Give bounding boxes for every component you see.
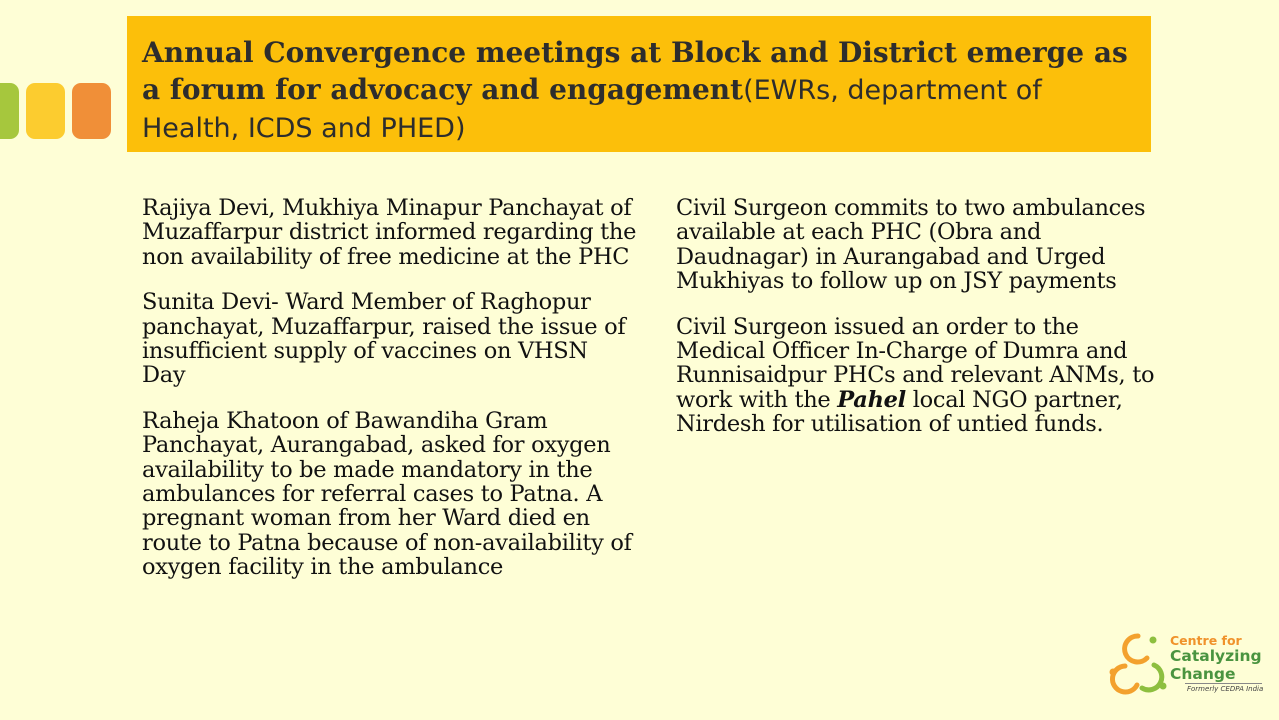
logo-line-1: Centre for: [1170, 633, 1242, 648]
pahel-emphasis: Pahel: [837, 386, 906, 413]
right-paragraph-2: [676, 315, 1156, 437]
ccc-logo: [1107, 630, 1267, 700]
right-column: [676, 196, 1156, 458]
slide-title-rest: (EWRs, department of Health, ICDS and PHED): [142, 75, 1042, 144]
slide-title: [142, 34, 1135, 147]
left-paragraph-2: Sunita Devi- Ward Member of Raghopur panchayat, Muzaffarpur, raised the issue of insufficient supply of vaccines on VHSN Day: [142, 289, 626, 389]
left-column: [142, 196, 637, 601]
logo-line-3: Change: [1170, 665, 1236, 683]
logo-divider: [1185, 683, 1262, 684]
accent-block-yellow: [26, 83, 65, 139]
ccc-logo-mark-icon: [1107, 630, 1169, 700]
right-paragraph-2-start: Civil Surgeon issued an order to the Medical Officer In-Charge of Dumra and Runnisaidpur PHCs and relevant ANMs, to work with the: [676, 313, 1155, 413]
accent-block-orange: [72, 83, 111, 139]
logo-tagline: Formerly CEDPA India: [1187, 685, 1264, 693]
right-paragraph-2-end: local NGO partner, Nirdesh for utilisation of untied funds.: [676, 386, 1123, 438]
right-paragraph-1: Civil Surgeon commits to two ambulances available at each PHC (Obra and Daudnagar) in Aurangabad and Urged Mukhiyas to follow up on JSY payments: [676, 195, 1146, 295]
left-paragraph-3: Raheja Khatoon of Bawandiha Gram Panchayat, Aurangabad, asked for oxygen availability to be made mandatory in the ambulances for referral cases to Patna. A pregnant woman from her Ward died en route to Patna because of non-availability of oxygen facility in the ambulance: [142, 407, 632, 581]
accent-block-green: [0, 83, 19, 139]
left-paragraph-1: Rajiya Devi, Mukhiya Minapur Panchayat of Muzaffarpur district informed regarding the non availability of free medicine at the PHC: [142, 195, 637, 270]
logo-line-2: Catalyzing: [1170, 647, 1262, 665]
slide-title-bold: Annual Convergence meetings at Block and District emerge as a forum for advocacy and engagement: [142, 36, 1128, 106]
title-banner: [127, 16, 1151, 152]
